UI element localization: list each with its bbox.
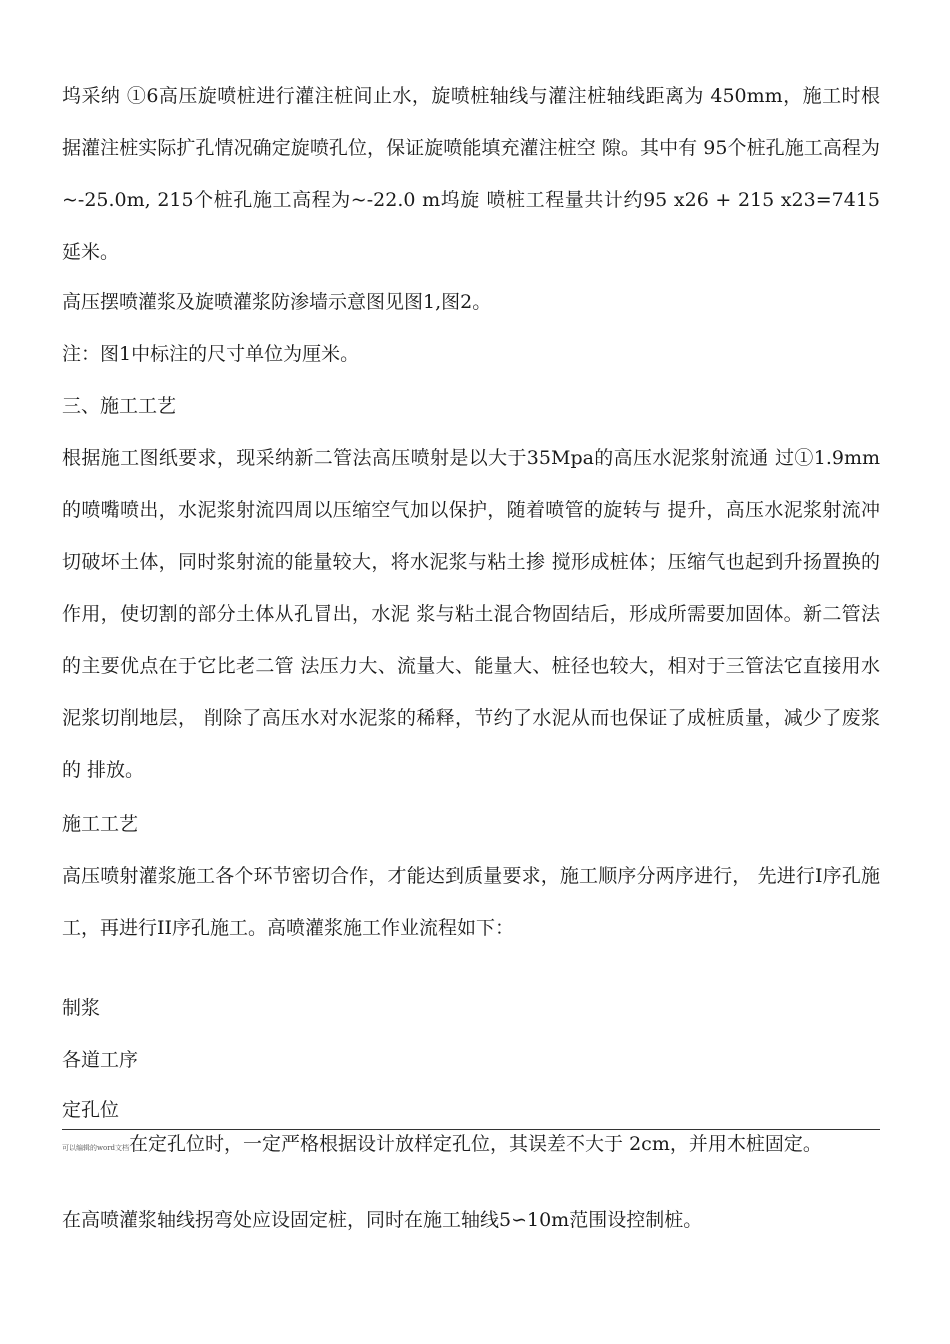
section-heading-construction-process: 三、施工工艺	[62, 395, 177, 417]
watermark-text: 可以编辑的word文档	[62, 1144, 130, 1152]
hole-location-note	[62, 1130, 880, 1162]
paragraph-process-description: 根据施工图纸要求，现采纳新二管法高压喷射是以大于35Mpa的高压水泥浆射流通 过①1.9mm的喷嘴喷出，水泥浆射流四周以压缩空气加以保护，随着喷管的旋转与 提升，高压水泥浆射流冲切破坏土体，同时浆射流的能量较大，将水泥浆与粘土掺 搅形成桩体；压缩气也起到升扬置换的作用，使切割的部分土体从孔冒出，水泥 浆与粘土混合物固结后，形成所需要加固体。新二管法的主要优点在于它比老二管 法压力大、流量大、能量大、桩径也较大，相对于三管法它直接用水泥浆切削地层， 削除了高压水对水泥浆的稀释，节约了水泥从而也保证了成桩质量，减少了废浆的 排放。	[62, 447, 880, 781]
hole-location-note-text: 在定孔位时，一定严格根据设计放样定孔位，其误差不大于 2cm，并用木桩固定。	[129, 1133, 822, 1155]
paragraph-jet-grouting-description: 坞采纳 ①6高压旋喷桩进行灌注桩间止水，旋喷桩轴线与灌注桩轴线距离为 450mm，施工时根据灌注桩实际扩孔情况确定旋喷孔位，保证旋喷能填充灌注桩空 隙。其中有 95个桩孔施工高程为~-25.0m, 215个桩孔施工高程为~-22.0 m坞旋 喷桩工程量共计约95 x26 + 215 x23=7415延米。	[62, 85, 880, 263]
flow-step-mix-slurry: 制浆	[62, 997, 101, 1019]
paragraph-control-piles: 在高喷灌浆轴线拐弯处应设固定桩，同时在施工轴线5∽10m范围设控制桩。	[62, 1209, 703, 1231]
flow-step-locate-holes: 定孔位	[62, 1099, 120, 1121]
paragraph-diagram-reference: 高压摆喷灌浆及旋喷灌浆防渗墙示意图见图1,图2。	[62, 291, 492, 313]
paragraph-process-sequence: 高压喷射灌浆施工各个环节密切合作，才能达到质量要求，施工顺序分两序进行， 先进行I序孔施工，再进行II序孔施工。高喷灌浆施工作业流程如下：	[62, 865, 880, 939]
subheading-construction-process: 施工工艺	[62, 813, 139, 835]
paragraph-unit-note: 注：图1中标注的尺寸单位为厘米。	[62, 343, 360, 365]
flow-step-all-processes: 各道工序	[62, 1049, 139, 1071]
